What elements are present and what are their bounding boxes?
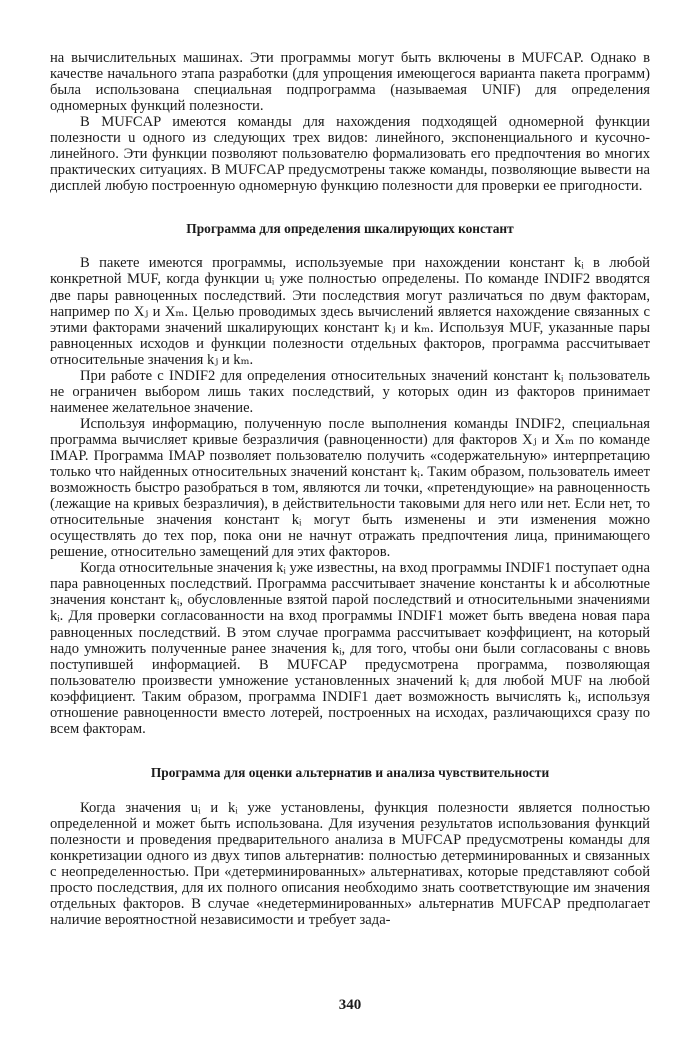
- paragraph-intro-continuation: на вычислительных машинах. Эти программы могут быть включены в MUFCAP. Однако в качестве начального этапа разработки (для упрощения имеющегося варианта пакета программ) была использована специальная подпрограмма (называемая UNIF) для определения одномерных функций полезности.: [50, 50, 650, 115]
- section-heading-scaling-constants: Программа для определения шкалирующих констант: [186, 221, 514, 237]
- paragraph-indif2-selection: При работе с INDIF2 для определения относительных значений констант kᵢ пользователь не ограничен выбором лишь таких последствий, у которых один из факторов принимает наименее желательное значение.: [50, 367, 650, 416]
- section-heading-alternatives-sensitivity: Программа для оценки альтернатив и анализа чувствительности: [150, 764, 550, 780]
- page-number: 340: [338, 997, 362, 1013]
- paragraph-imap: Используя информацию, полученную после выполнения команды INDIF2, специальная программа вычисляет кривые безразличия (равноценности) для факторов Xⱼ и Xₘ по команде IMAP. Программа IMAP позволяет пользователю получить «содержательную» интерпретацию только что найденных относительных значений констант kᵢ. Таким образом, пользователь имеет возможность быстро разобраться в том, являются ли точки, «претендующие» на равноценность (лежащие на кривых безразличия), в действительности таковыми для него или нет. Если нет, то относительные значения констант kᵢ могут быть изменены и эти изменения можно осуществлять до тех пор, пока они не начнут отражать предпочтения лица, принимающего решение, относительно замещений для этих факторов.: [50, 415, 650, 561]
- paragraph-indif1: Когда относительные значения kᵢ уже известны, на вход программы INDIF1 поступает одна пара равноценных последствий. Программа рассчитывает значение константы k и абсолютные значения констант kᵢ, обусловленные взятой парой последствий и относительными значениями kᵢ. Для проверки согласованности на вход программы INDIF1 может быть введена новая пара равноценных последствий. В этом случае программа рассчитывает коэффициент, на который надо умножить полученные ранее значения kᵢ, для того, чтобы они были согласованы с вновь поступившей информацией. В MUFCAP предусмотрена программа, позволяющая пользователю произвести умножение установленных значений kᵢ для любой MUF на любой коэффициент. Таким образом, программа INDIF1 дает возможность вычислять kᵢ, используя отношение равноценности вместо лотерей, построенных на исходах, различающихся сразу по всем факторам.: [50, 560, 650, 737]
- paragraph-alternatives: Когда значения uᵢ и kᵢ уже установлены, функция полезности является полностью определенной и может быть использована. Для изучения результатов использования функций полезности и проведения предварительного анализа в MUFCAP предусмотрены команды для конкретизации одного из двух типов альтернатив: полностью детерминированных и связанных с неопределенностью. При «детерминированных» альтернативах, которые представляют собой просто последствия, для их полного описания необходимо знать соответствующие им значения отдельных факторов. В случае «недетерминированных» альтернатив MUFCAP предполагает наличие вероятностной независимости и требует зада-: [50, 799, 650, 929]
- paragraph-mufcap-utility-functions: В MUFCAP имеются команды для нахождения подходящей одномерной функции полезности u одного из следующих трех видов: линейного, экспоненциального и кусочно-линейного. Эти функции позволяют пользователю формализовать его предпочтения во многих практических ситуациях. В MUFCAP предусмотрены также команды, позволяющие вывести на дисплей любую построенную одномерную функцию полезности для проверки ее пригодности.: [50, 114, 650, 195]
- paragraph-indif2-intro: В пакете имеются программы, используемые при нахождении констант kᵢ в любой конкретной MUF, когда функции uᵢ уже полностью определены. По команде INDIF2 вводятся две пары равноценных последствий. Эти последствия могут различаться по двум факторам, например по Xⱼ и Xₘ. Целью проводимых здесь вычислений является нахождение связанных с этими факторами значений шкалирующих констант kⱼ и kₘ. Используя MUF, указанные пары равноценных исходов и функции полезности отдельных факторов, программа рассчитывает относительные значения kⱼ и kₘ.: [50, 255, 650, 368]
